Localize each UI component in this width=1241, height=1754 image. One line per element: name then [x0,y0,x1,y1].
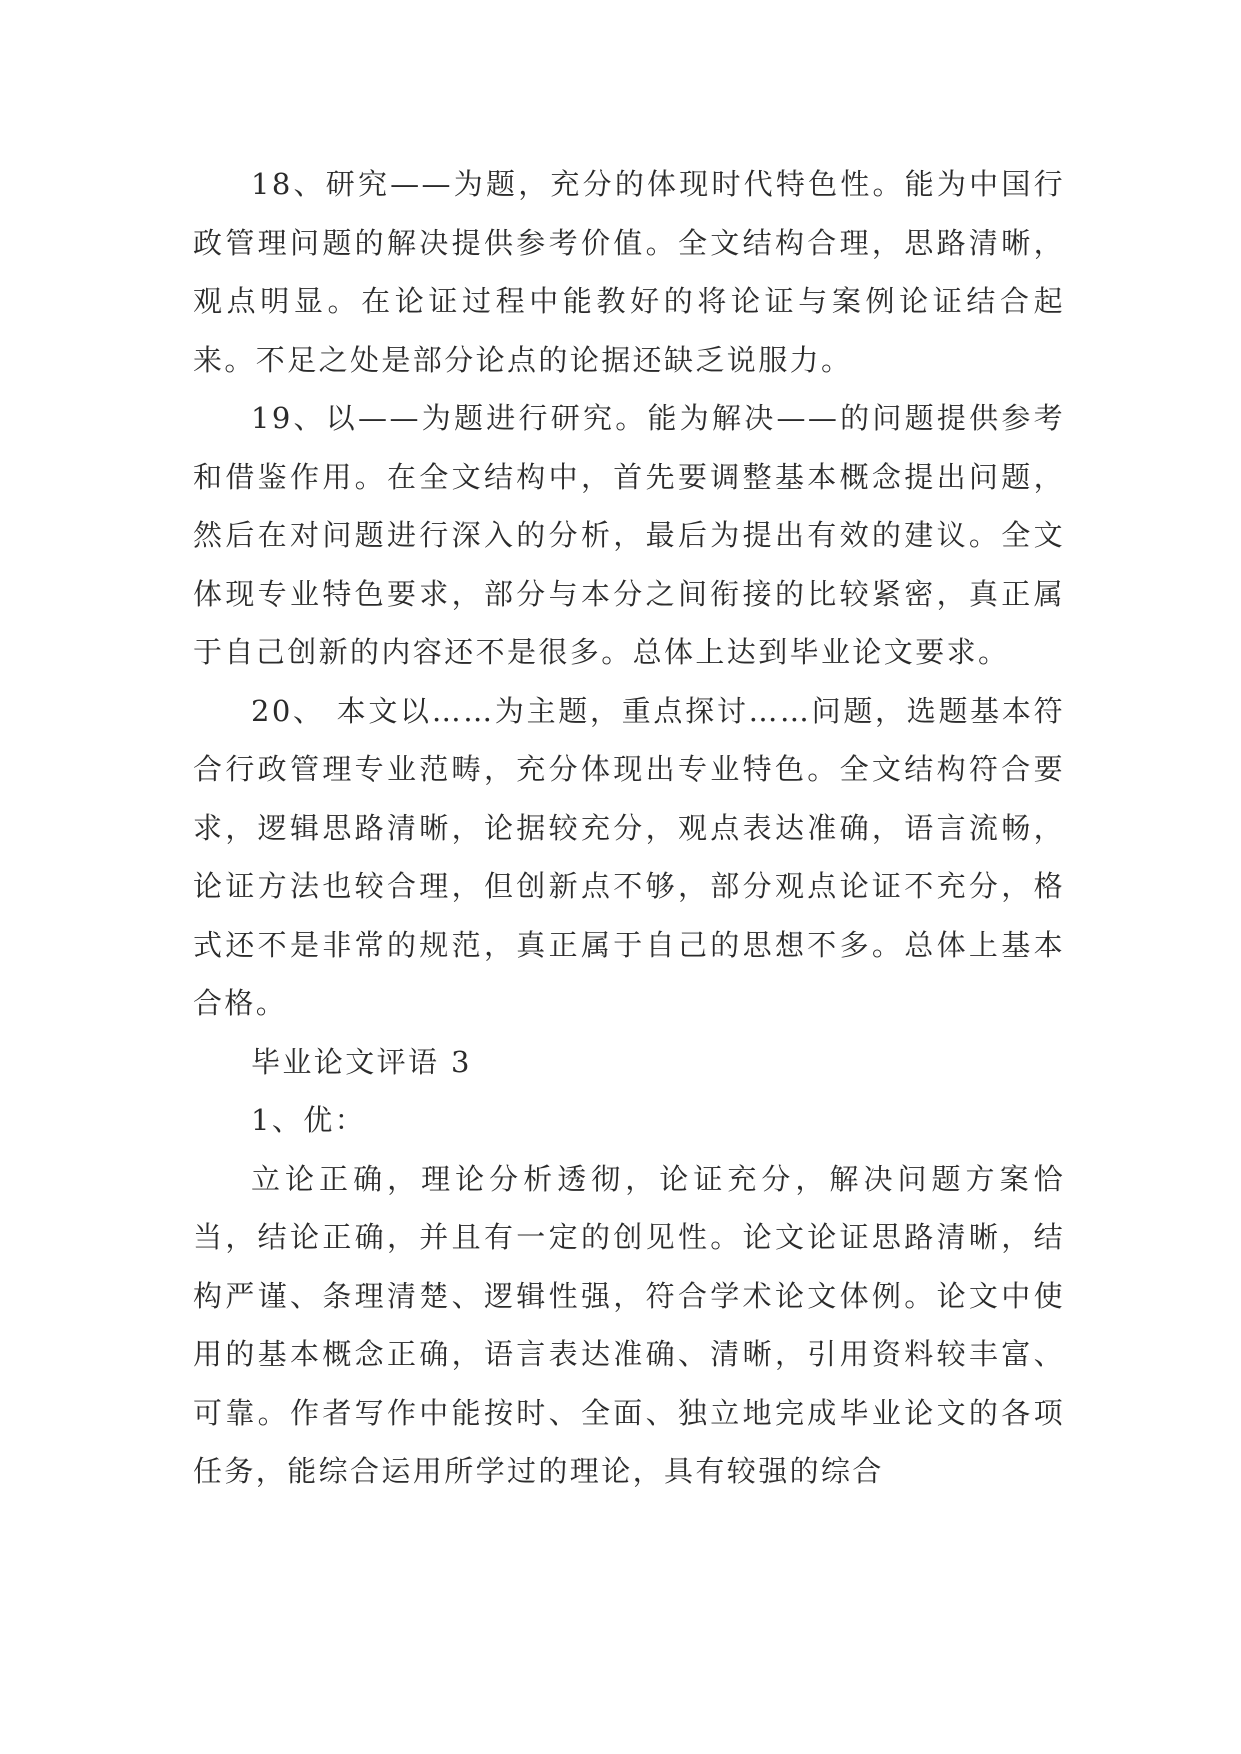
section-heading: 毕业论文评语 3 [251,1044,472,1079]
paragraph-comment-18: 18、研究——为题，充分的体现时代特色性。能为中国行政管理问题的解决提供参考价值。全文结构合理，思路清晰，观点明显。在论证过程中能教好的将论证与案例论证结合起来。不足之处是部分论点的论据还缺乏说服力。 [193,167,1065,377]
document-body [193,155,1065,1501]
paragraph-comment-20: 20、 本文以……为主题，重点探讨……问题，选题基本符合行政管理专业范畴，充分体现出专业特色。全文结构符合要求，逻辑思路清晰，论据较充分，观点表达准确，语言流畅，论证方法也较合理，但创新点不够，部分观点论证不充分，格式还不是非常的规范，真正属于自己的思想不多。总体上基本合格。 [193,693,1065,1020]
paragraph-comment-19: 19、以——为题进行研究。能为解决——的问题提供参考和借鉴作用。在全文结构中，首先要调整基本概念提出问题，然后在对问题进行深入的分析，最后为提出有效的建议。全文体现专业特色要求，部分与本分之间衔接的比较紧密，真正属于自己创新的内容还不是很多。总体上达到毕业论文要求。 [193,401,1065,669]
paragraph-excellent-description: 立论正确，理论分析透彻，论证充分，解决问题方案恰当，结论正确，并且有一定的创见性。论文论证思路清晰，结构严谨、条理清楚、逻辑性强，符合学术论文体例。论文中使用的基本概念正确，语言表达准确、清晰，引用资料较丰富、可靠。作者写作中能按时、全面、独立地完成毕业论文的各项任务，能综合运用所学过的理论，具有较强的综合 [193,1161,1065,1488]
grade-heading-excellent: 1、优： [251,1103,367,1137]
